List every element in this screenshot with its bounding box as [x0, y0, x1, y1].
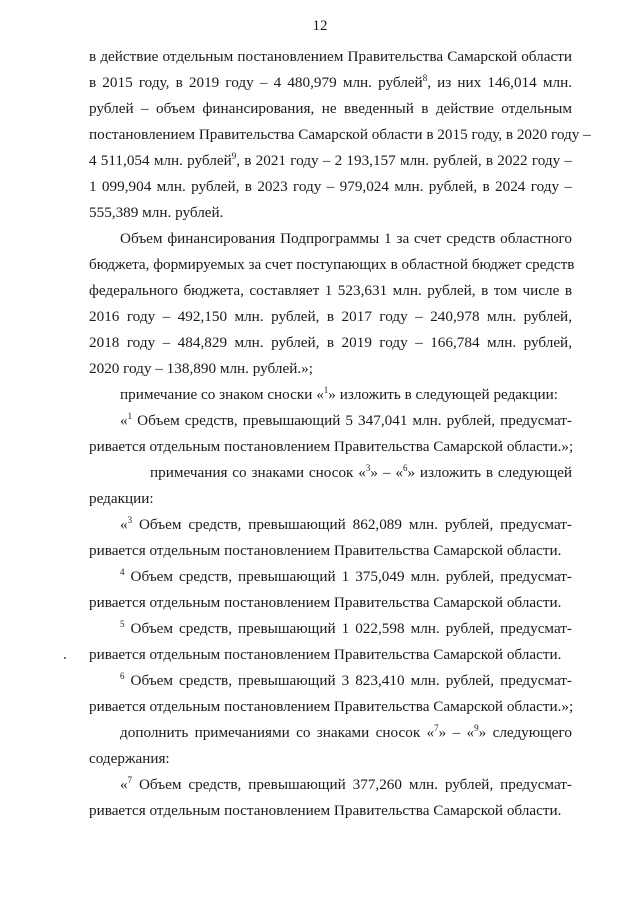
text-run: , в 2021 году – 2 193,157 млн. рублей, в 2022 году –: [236, 152, 572, 169]
text-run: 2016 году – 492,150 млн. рублей, в 2017 году – 240,978 млн. рублей,: [89, 308, 572, 325]
text-run: ривается отдельным постановлением Правительства Самарской области.: [89, 802, 562, 819]
text-line: [120, 721, 572, 745]
text-run: 4 511,054 млн. рублей: [89, 152, 232, 169]
footnote-mark: 8: [422, 73, 428, 83]
text-line: [89, 149, 572, 173]
text-line: [89, 175, 572, 199]
text-line: [89, 45, 572, 69]
text-run: Объем средств, превышающий 1 022,598 млн. рублей, предусмат-: [124, 620, 572, 637]
text-line: [120, 409, 572, 433]
text-run: содержания:: [89, 750, 170, 767]
text-run: в 2015 году, в 2019 году – 4 480,979 млн. рублей: [89, 74, 423, 91]
footnote-mark: 5: [120, 619, 125, 629]
footnote-mark: 7: [434, 723, 439, 733]
footnote-mark: 6: [120, 671, 125, 681]
text-line: [120, 669, 572, 693]
text-run: Объем средств, превышающий 377,260 млн. рублей, предусмат-: [132, 776, 572, 793]
text-run: федерального бюджета, составляет 1 523,631 млн. рублей, в том числе в: [89, 282, 572, 299]
text-line: [89, 123, 591, 147]
text-run: ривается отдельным постановлением Правительства Самарской области.: [89, 542, 562, 559]
text-run: бюджета, формируемых за счет поступающих в областной бюджет средств: [89, 256, 575, 273]
footnote-mark: 6: [402, 463, 408, 473]
text-line: [89, 799, 572, 823]
text-run: Объем средств, превышающий 5 347,041 млн. рублей, предусмат-: [132, 412, 572, 429]
text-line: [89, 643, 572, 667]
page-number: 12: [312, 18, 328, 34]
text-line: [120, 227, 572, 251]
text-run: 555,389 млн. рублей.: [89, 204, 224, 221]
text-run: 2020 году – 138,890 млн. рублей.»;: [89, 360, 313, 377]
text-line: [89, 97, 572, 121]
text-run: в действие отдельным постановлением Правительства Самарской области: [89, 48, 572, 65]
text-line: [89, 695, 572, 719]
text-run: «: [120, 516, 128, 533]
text-line: [89, 539, 572, 563]
text-run: Объем финансирования Подпрограммы 1 за счет средств областного: [120, 230, 572, 247]
text-line: [120, 617, 572, 641]
footnote-mark: 9: [231, 151, 237, 161]
text-run: рублей – объем финансирования, не введенный в действие отдельным: [89, 100, 572, 117]
text-line: [89, 331, 572, 355]
text-line: [120, 383, 572, 407]
text-line: [89, 435, 572, 459]
text-run: «: [120, 412, 128, 429]
footnote-mark: 1: [127, 411, 133, 421]
text-line: [89, 747, 572, 771]
text-run: редакции:: [89, 490, 154, 507]
text-run: 1 099,904 млн. рублей, в 2023 году – 979,024 млн. рублей, в 2024 году –: [89, 178, 572, 195]
text-run: » следующего: [478, 724, 572, 741]
text-run: 2018 году – 484,829 млн. рублей, в 2019 году – 166,784 млн. рублей,: [89, 334, 572, 351]
text-run: Объем средств, превышающий 3 823,410 млн. рублей, предусмат-: [124, 672, 572, 689]
text-line: [89, 201, 572, 225]
footnote-mark: 4: [120, 567, 125, 577]
text-line: [89, 591, 572, 615]
text-run: ривается отдельным постановлением Правительства Самарской области.»;: [89, 698, 574, 715]
text-run: дополнить примечаниями со знаками сносок «: [120, 724, 435, 741]
text-line: [120, 513, 572, 537]
text-line: [120, 565, 572, 589]
scan-dot: [64, 657, 66, 659]
text-line: [89, 357, 572, 381]
text-run: » – «: [370, 464, 403, 481]
text-line: [89, 71, 572, 95]
text-run: «: [120, 776, 128, 793]
footnote-mark: 1: [323, 385, 329, 395]
text-run: » изложить в следующей: [407, 464, 573, 481]
text-run: ривается отдельным постановлением Правительства Самарской области.: [89, 594, 562, 611]
text-line: [150, 461, 572, 485]
text-run: примечания со знаками сносок «: [150, 464, 366, 481]
text-run: Объем средств, превышающий 862,089 млн. рублей, предусмат-: [132, 516, 572, 533]
text-run: , из них 146,014 млн.: [427, 74, 572, 91]
footnote-mark: 7: [127, 775, 133, 785]
text-run: Объем средств, превышающий 1 375,049 млн. рублей, предусмат-: [124, 568, 572, 585]
text-line: [89, 305, 572, 329]
text-line: [89, 279, 572, 303]
text-run: ривается отдельным постановлением Правительства Самарской области.»;: [89, 438, 574, 455]
footnote-mark: 9: [474, 723, 479, 733]
text-run: примечание со знаком сноски «: [120, 386, 324, 403]
text-line: [89, 253, 575, 277]
text-run: » изложить в следующей редакции:: [328, 386, 559, 403]
footnote-mark: 3: [365, 463, 371, 473]
text-run: постановлением Правительства Самарской области в 2015 году, в 2020 году –: [89, 126, 591, 143]
text-run: ривается отдельным постановлением Правительства Самарской области.: [89, 646, 562, 663]
text-line: [120, 773, 572, 797]
footnote-mark: 3: [127, 515, 133, 525]
text-line: [89, 487, 572, 511]
text-run: » – «: [438, 724, 475, 741]
